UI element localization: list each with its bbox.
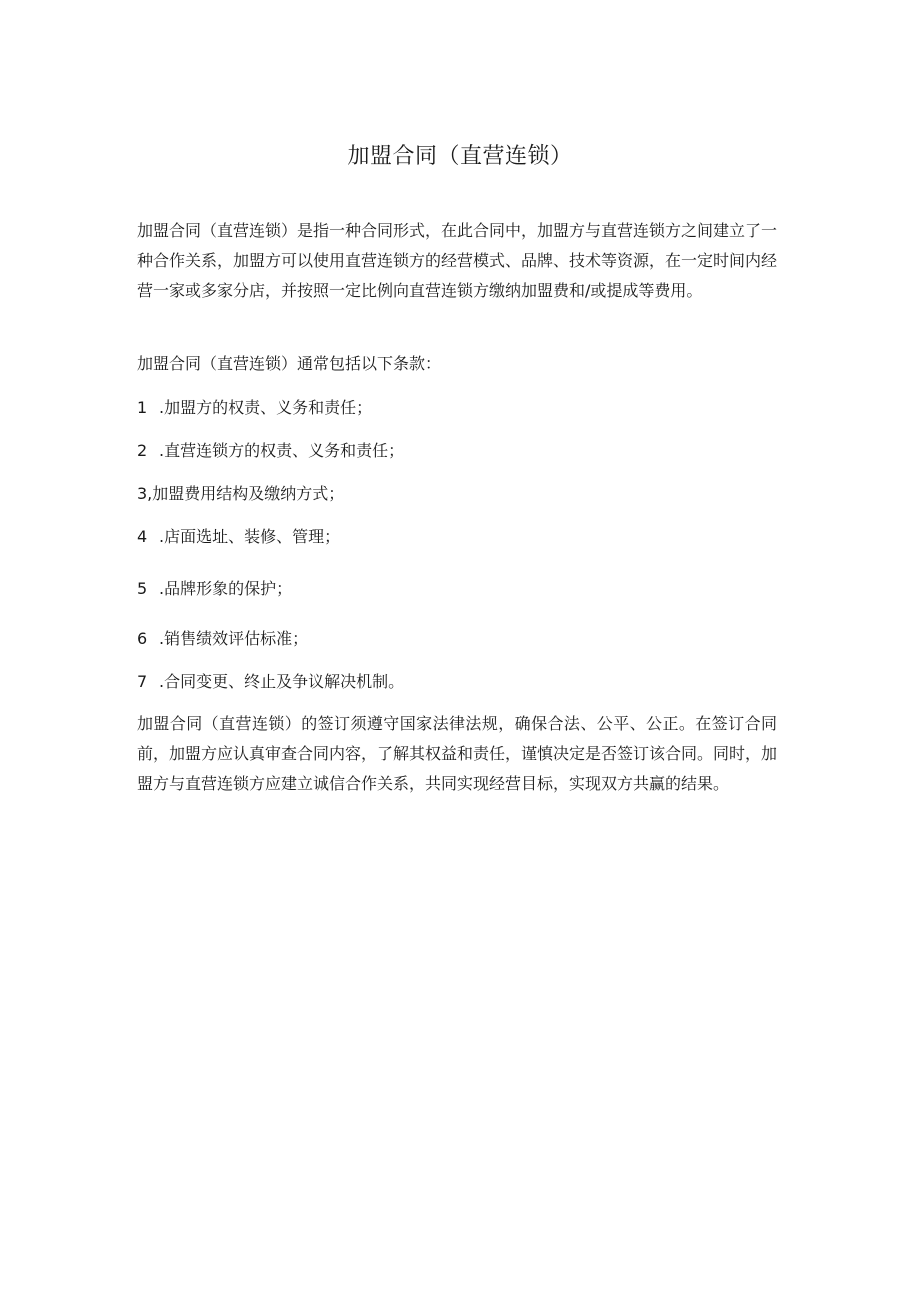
clause-text: .品牌形象的保护；: [159, 579, 293, 598]
clause-number: 1: [137, 398, 148, 417]
intro-paragraph: 加盟合同（直营连锁）是指一种合同形式，在此合同中，加盟方与直营连锁方之间建立了一种合作关系，加盟方可以使用直营连锁方的经营模式、品牌、技术等资源，在一定时间内经营一家或多家分店，并按照一定比例向直营连锁方缴纳加盟费和/或提成等费用。: [137, 221, 778, 300]
clause-text: .直营连锁方的权责、义务和责任；: [159, 441, 405, 460]
clause-text: .店面选址、装修、管理；: [159, 527, 341, 546]
clause-text: 3,加盟费用结构及缴纳方式；: [137, 484, 345, 503]
document-title: 加盟合同（直营连锁）: [347, 144, 573, 169]
clause-number: 7: [137, 672, 148, 691]
clause-text: .销售绩效评估标准；: [159, 629, 309, 648]
clause-number: 4: [137, 527, 148, 546]
clause-item: [137, 525, 777, 549]
clause-number: 5: [137, 579, 148, 598]
clause-text: .合同变更、终止及争议解决机制。: [159, 672, 405, 691]
closing-paragraph: 加盟合同（直营连锁）的签订须遵守国家法律法规，确保合法、公平、公正。在签订合同前，加盟方应认真审查合同内容，了解其权益和责任，谨慎决定是否签订该合同。同时，加盟方与直营连锁方应建立诚信合作关系，共同实现经营目标，实现双方共赢的结果。: [137, 714, 778, 793]
clause-item: [137, 439, 777, 463]
clause-item: [137, 670, 777, 694]
clause-item: [137, 396, 777, 420]
clause-number: 6: [137, 629, 148, 648]
clause-item: [137, 482, 777, 506]
clause-number: 2: [137, 441, 148, 460]
clause-item: [137, 627, 777, 651]
clause-text: .加盟方的权责、义务和责任；: [159, 398, 373, 417]
clause-item: [137, 577, 777, 601]
clauses-heading: 加盟合同（直营连锁）通常包括以下条款：: [137, 354, 442, 373]
